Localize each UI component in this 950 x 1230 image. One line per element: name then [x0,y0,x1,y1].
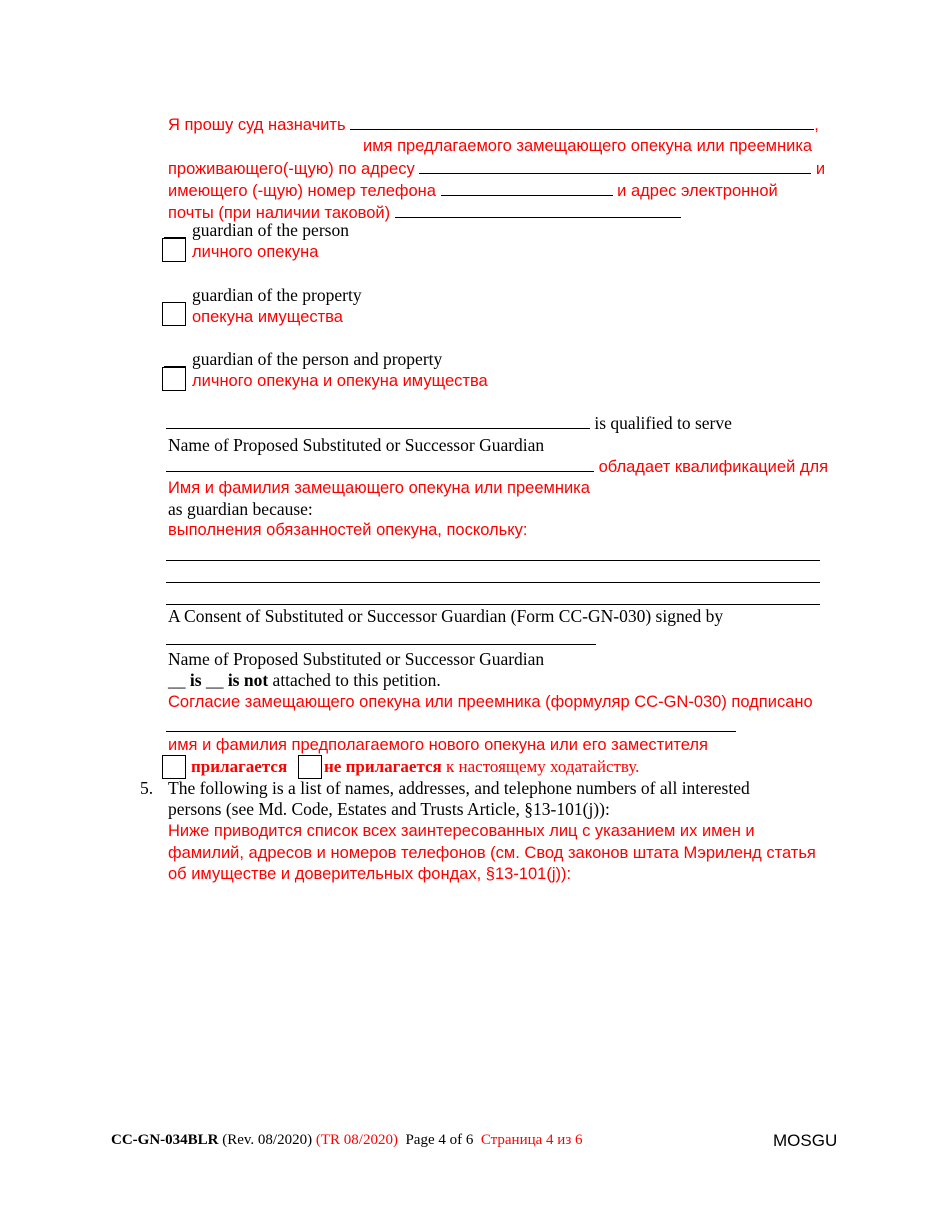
email-field[interactable] [395,202,681,218]
request-line-3 [168,158,825,179]
guardian-property-checkbox[interactable] [162,302,186,326]
form-revision: (Rev. 08/2020) [222,1132,313,1148]
attached-tail-ru: к настоящему ходатайству. [446,757,640,776]
guardian-property-ru: опекуна имущества [192,308,343,326]
item5-ru-line-3: об имуществе и доверительных фондах, §13-101(j)): [168,865,572,883]
request-line-1 [168,114,819,135]
guardian-person-property-ru: личного опекуна и опекуна имущества [192,372,488,390]
qualified-en-line [166,413,732,433]
qualified-suffix-en: is qualified to serve [594,413,732,433]
item5-number: 5. [140,778,154,798]
and-word: и [815,160,826,178]
item5-ru-line-2: фамилий, адресов и номеров телефонов (см. Свод законов штата Мэриленд статья [168,844,816,862]
guardian-person-property-checkbox[interactable] [162,367,186,391]
because-ru: выполнения обязанностей опекуна, поскольку: [168,521,528,539]
comma: , [814,116,819,134]
email-label: почты (при наличии таковой) [168,204,391,222]
address-label: проживающего(-щую) по адресу [168,160,415,178]
consent-is-line-en [168,670,441,690]
not-attached-line-ru [324,757,639,777]
attached-label-ru: прилагается [191,757,288,776]
request-line-4 [168,180,778,201]
mosgu-code: MOSGU [773,1131,838,1150]
item5-en-line-2: persons (see Md. Code, Estates and Trusts Article, §13-101(j)): [168,799,610,819]
item5-en-line-1: The following is a list of names, addresses, and telephone numbers of all interested [168,778,750,798]
consent-intro-ru: Согласие замещающего опекуна или преемника (формуляр CC-GN-030) подписано [168,693,813,711]
translation-revision: (TR 08/2020) [315,1132,398,1148]
email-label-part: и адрес электронной [617,182,778,200]
page-number-en: Page 4 of 6 [405,1132,474,1148]
reason-line-3[interactable] [166,604,820,605]
is-blank[interactable]: __ [168,670,186,690]
guardian-person-ru: личного опекуна [192,243,319,261]
consent-intro-en: A Consent of Substituted or Successor Guardian (Form CC-GN-030) signed by [168,606,724,626]
qualified-name-label-en: Name of Proposed Substituted or Successor Guardian [168,435,545,455]
request-name-hint: имя предлагаемого замещающего опекуна или преемника [363,137,813,155]
reason-line-1[interactable] [166,560,820,561]
qualified-name-field-en[interactable] [166,413,590,429]
guardian-property-en: guardian of the property [192,285,362,305]
phone-label: имеющего (-щую) номер телефона [168,182,436,200]
qualified-name-field-ru[interactable] [166,456,594,472]
address-field[interactable] [419,158,811,174]
proposed-guardian-name-field[interactable] [350,114,814,130]
reason-line-2[interactable] [166,582,820,583]
item5-ru-line-1: Ниже приводится список всех заинтересованных лиц с указанием их имен и [168,822,755,840]
not-attached-label-ru: не прилагается [324,757,442,776]
footer [111,1132,583,1149]
guardian-person-en: guardian of the person [192,220,349,240]
consent-name-label-ru: имя и фамилия предполагаемого нового опекуна или его заместителя [168,736,708,754]
is-not-blank[interactable]: __ [205,670,224,690]
attached-checkbox[interactable] [162,755,186,779]
phone-field[interactable] [441,180,613,196]
is-not-word: is not [227,670,269,690]
qualified-name-label-ru: Имя и фамилия замещающего опекуна или преемника [168,479,590,497]
guardian-person-checkbox[interactable] [162,238,186,262]
guardian-person-property-en: guardian of the person and property [192,349,443,369]
form-id: CC-GN-034BLR [111,1132,219,1148]
because-en: as guardian because: [168,499,313,519]
consent-signer-field-en[interactable] [166,644,596,645]
consent-name-label-en: Name of Proposed Substituted or Successor Guardian [168,649,545,669]
qualified-suffix-ru: обладает квалификацией для [598,458,829,476]
page-number-ru: Страница 4 из 6 [480,1132,583,1148]
is-word: is [189,670,202,690]
request-label: Я прошу суд назначить [168,116,346,134]
not-attached-checkbox[interactable] [298,755,322,779]
qualified-ru-line [166,456,828,477]
attached-tail-en: attached to this petition. [272,670,441,690]
consent-signer-field-ru[interactable] [166,731,736,732]
